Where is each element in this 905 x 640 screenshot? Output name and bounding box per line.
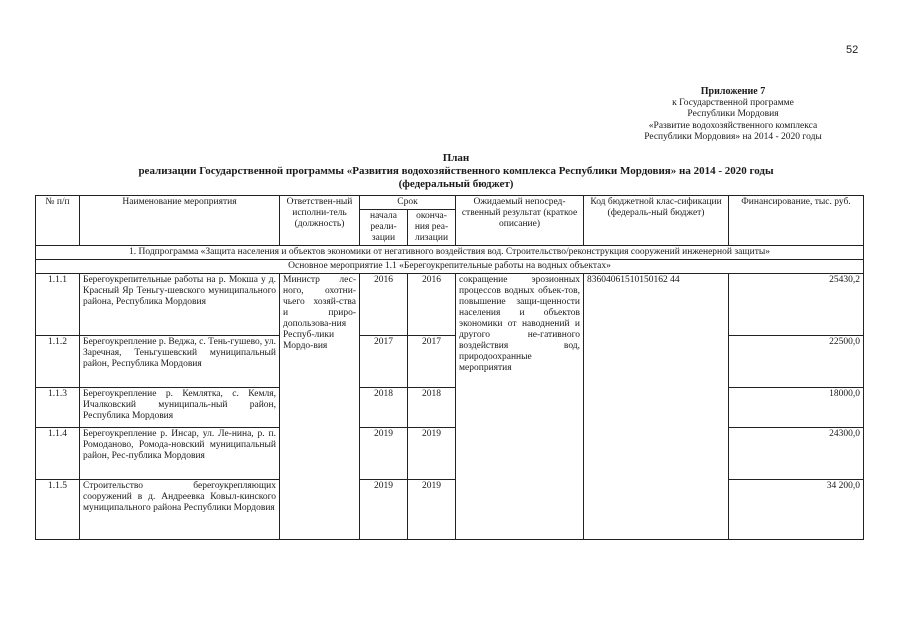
plan-table (35, 195, 864, 540)
header-finance: Финансирование, тыс. руб. (729, 196, 864, 246)
row-name: Берегоукрепление р. Инсар, ул. Ле-нина, р. п. Ромоданово, Ромода-новский муниципальный район, Рес-публика Мордовия (80, 428, 280, 480)
row-start: 2017 (360, 336, 408, 388)
row-end: 2019 (408, 428, 456, 480)
subprogram-title: 1. Подпрограмма «Защита населения и объектов экономики от негативного воздействия вод. Строительство/реконструкция сооружений инженерной защиты» (36, 246, 864, 260)
heading-plan: План (442, 152, 470, 164)
appendix-line: Республики Мордовия» на 2014 - 2020 годы (644, 132, 822, 142)
appendix-block (613, 86, 853, 144)
header-num: № п/п (36, 196, 80, 246)
row-end: 2018 (408, 388, 456, 428)
result-cell: сокращение эрозионных процессов водных объек-тов, повышение защи-щенности населения и объектов экономики от наводнений и другого не-гативного воздействия вод, природоохранные мероприятия (456, 274, 584, 540)
appendix-line: к Государственной программе (672, 97, 794, 108)
header-end: оконча-ния реа-лизации (408, 210, 456, 246)
table-row (36, 428, 864, 480)
table-row (36, 480, 864, 540)
row-finance: 18000,0 (729, 388, 864, 428)
row-name: Берегоукрепительные работы на р. Мокша у д. Красный Яр Теньгу-шевского муниципального района, Республика Мордовия (80, 274, 280, 336)
row-end: 2016 (408, 274, 456, 336)
table-row (36, 336, 864, 388)
header-result: Ожидаемый непосред-ственный результат (краткое описание) (456, 196, 584, 246)
heading-title: реализации Государственной программы «Развития водохозяйственного комплекса Республики Мордовия» на 2014 - 2020 годы (138, 165, 774, 177)
row-end: 2019 (408, 480, 456, 540)
row-start: 2018 (360, 388, 408, 428)
appendix-line: «Развитие водохозяйственного комплекса (648, 120, 818, 131)
table-header-row (36, 196, 864, 210)
appendix-title: Приложение 7 (700, 86, 766, 97)
header-name: Наименование мероприятия (80, 196, 280, 246)
document-heading (40, 152, 872, 191)
row-end: 2017 (408, 336, 456, 388)
header-responsible: Ответствен-ный исполни-тель (должность) (280, 196, 360, 246)
header-start: начала реали-зации (360, 210, 408, 246)
row-finance: 22500,0 (729, 336, 864, 388)
row-num: 1.1.3 (36, 388, 80, 428)
header-code: Код бюджетной клас-сификации (федераль-ный бюджет) (584, 196, 729, 246)
main-event-title: Основное мероприятие 1.1 «Берегоукрепительные работы на водных объектах» (36, 260, 864, 274)
row-finance: 34 200,0 (729, 480, 864, 540)
row-num: 1.1.2 (36, 336, 80, 388)
subprogram-row (36, 246, 864, 260)
row-finance: 25430,2 (729, 274, 864, 336)
row-name: Берегоукрепление р. Кемлятка, с. Кемля, Ичалковский муниципаль-ный район, Республика Мордовия (80, 388, 280, 428)
budget-code-cell: 83604061510150162 44 (584, 274, 729, 540)
row-num: 1.1.5 (36, 480, 80, 540)
header-term: Срок (360, 196, 456, 210)
row-start: 2019 (360, 480, 408, 540)
page-number: 52 (846, 44, 859, 56)
appendix-line: Республики Мордовия (687, 109, 779, 119)
row-num: 1.1.4 (36, 428, 80, 480)
row-num: 1.1.1 (36, 274, 80, 336)
row-name: Берегоукрепление р. Веджа, с. Тень-гушево, ул. Заречная, Теньгушевский муниципальный район, Республика Мордовия (80, 336, 280, 388)
heading-subtitle: (федеральный бюджет) (398, 178, 514, 190)
row-name: Строительство берегоукрепляющих сооружений в д. Андреевка Ковыл-кинского муниципального района Республики Мордовия (80, 480, 280, 540)
row-finance: 24300,0 (729, 428, 864, 480)
table-row (36, 388, 864, 428)
row-start: 2016 (360, 274, 408, 336)
main-event-row (36, 260, 864, 274)
row-start: 2019 (360, 428, 408, 480)
responsible-cell: Министр лес-ного, охотни-чьего хозяй-ства и приро-допользова-ния Респуб-лики Мордо-вия (280, 274, 360, 540)
table-row (36, 274, 864, 336)
